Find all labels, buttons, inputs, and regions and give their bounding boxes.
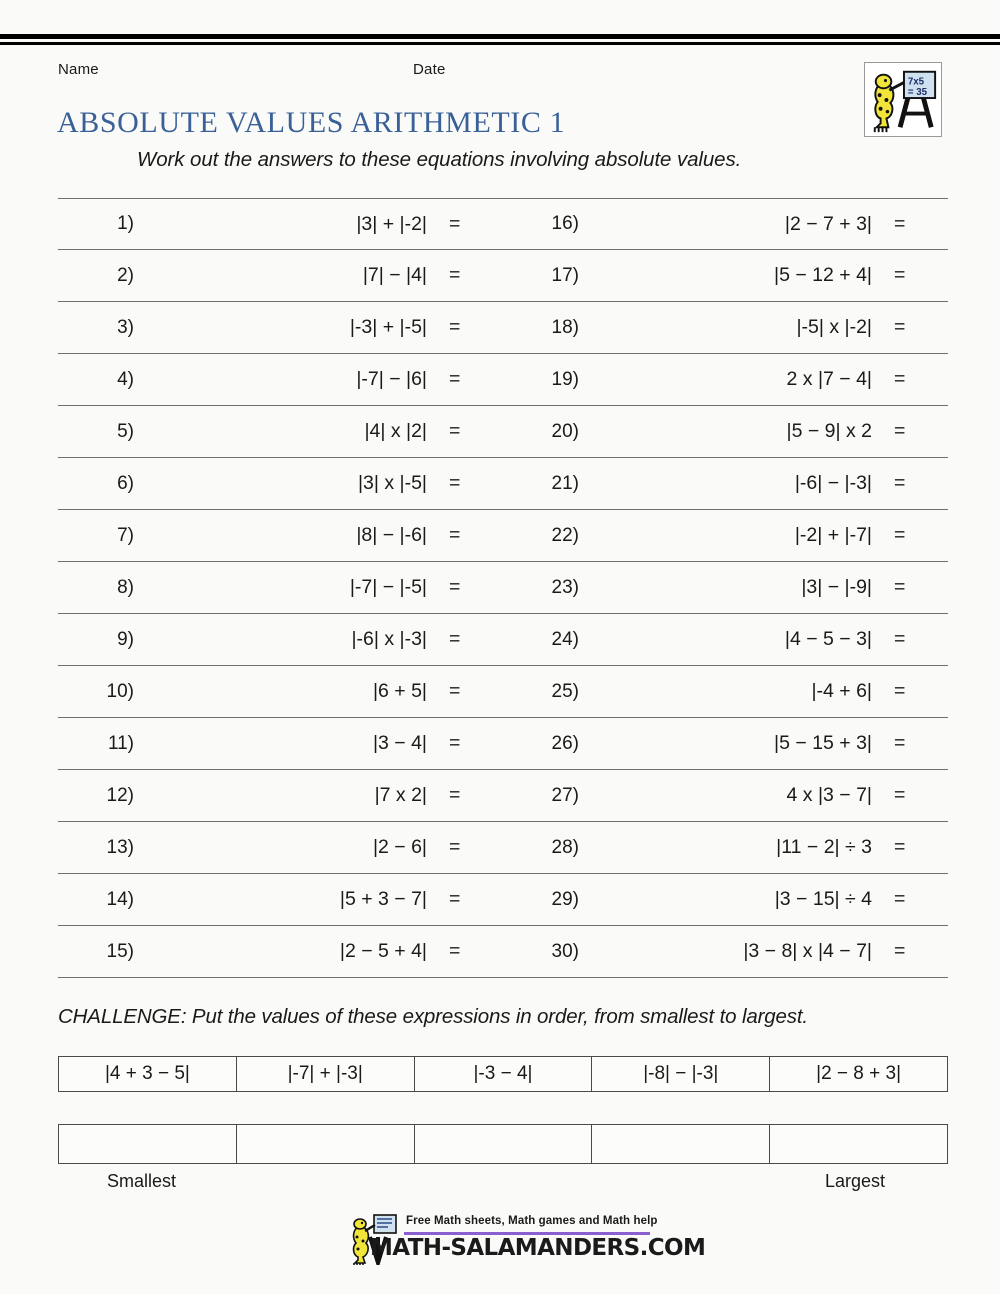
table-row	[58, 354, 948, 406]
problem-number: 15)	[106, 940, 134, 962]
table-row	[58, 406, 948, 458]
table-row	[58, 614, 948, 666]
problem-number: 29)	[551, 888, 579, 910]
problem-expression: |3 − 15| ÷ 4	[774, 888, 872, 910]
problem-number: 23)	[551, 576, 579, 598]
footer-site-name: MATH-SALAMANDERS.COM	[370, 1235, 706, 1261]
problem-expression: |-6| − |-3|	[794, 472, 872, 494]
answer-blank[interactable]: =	[894, 628, 906, 650]
problem-expression: |-7| − |6|	[356, 368, 427, 390]
answer-blank[interactable]: =	[449, 940, 461, 962]
challenge-answer-box[interactable]	[592, 1125, 770, 1163]
footer-logo	[348, 1213, 706, 1269]
answer-blank[interactable]: =	[449, 888, 461, 910]
problem-expression: |4| x |2|	[364, 420, 427, 442]
challenge-answer-box[interactable]	[59, 1125, 237, 1163]
problem-number: 10)	[106, 680, 134, 702]
problem-number: 24)	[551, 628, 579, 650]
problem-number: 2)	[117, 264, 134, 286]
answer-blank[interactable]: =	[894, 576, 906, 598]
answer-blank[interactable]: =	[449, 680, 461, 702]
problem-cell	[503, 562, 948, 613]
challenge-expressions-row	[58, 1056, 948, 1092]
challenge-expression: |-3 − 4|	[415, 1057, 593, 1091]
problem-cell	[503, 510, 948, 561]
problem-expression: |11 − 2| ÷ 3	[776, 836, 872, 858]
challenge-expression: |-7| + |-3|	[237, 1057, 415, 1091]
problem-expression: |6 + 5|	[372, 680, 427, 702]
problem-expression: |3 − 8| x |4 − 7|	[743, 940, 872, 962]
answer-blank[interactable]: =	[894, 368, 906, 390]
problem-expression: |5 − 9| x 2	[786, 420, 872, 442]
answer-blank[interactable]: =	[449, 264, 461, 286]
table-row	[58, 666, 948, 718]
table-row	[58, 458, 948, 510]
answer-blank[interactable]: =	[449, 836, 461, 858]
answer-blank[interactable]: =	[894, 680, 906, 702]
svg-text:7x5: 7x5	[907, 76, 925, 88]
date-label: Date	[413, 61, 446, 78]
problem-number: 7)	[117, 524, 134, 546]
table-row	[58, 302, 948, 354]
problem-number: 13)	[106, 836, 134, 858]
answer-blank[interactable]: =	[449, 732, 461, 754]
problem-number: 19)	[551, 368, 579, 390]
answer-blank[interactable]: =	[894, 524, 906, 546]
problem-expression: |-7| − |-5|	[349, 576, 427, 598]
footer-tagline: Free Math sheets, Math games and Math help	[406, 1215, 658, 1227]
problem-cell	[58, 770, 503, 821]
problem-number: 4)	[117, 368, 134, 390]
table-row	[58, 718, 948, 770]
problem-cell	[503, 822, 948, 873]
problem-cell	[58, 458, 503, 509]
problem-cell	[503, 354, 948, 405]
table-row	[58, 198, 948, 250]
problem-number: 6)	[117, 472, 134, 494]
problem-number: 1)	[117, 213, 134, 234]
problem-expression: |7 x 2|	[374, 784, 427, 806]
problem-expression: |2 − 5 + 4|	[339, 940, 427, 962]
problem-cell	[503, 770, 948, 821]
challenge-expression: |2 − 8 + 3|	[816, 1063, 902, 1084]
problem-cell	[503, 926, 948, 977]
answer-blank[interactable]: =	[894, 212, 906, 235]
problem-expression: |-4 + 6|	[811, 680, 872, 702]
answer-blank[interactable]: =	[449, 316, 461, 338]
table-row	[58, 822, 948, 874]
problem-number: 12)	[106, 784, 134, 806]
problem-expression: |-2| + |-7|	[794, 524, 872, 546]
problem-number: 30)	[551, 940, 579, 962]
problem-cell	[503, 302, 948, 353]
problem-expression: |5 − 15 + 3|	[774, 732, 872, 754]
problem-cell	[503, 406, 948, 457]
problem-number: 18)	[551, 316, 579, 338]
problem-cell	[503, 250, 948, 301]
problem-number: 22)	[551, 524, 579, 546]
math-salamanders-logo-icon	[864, 62, 942, 137]
problem-cell	[503, 458, 948, 509]
problem-expression: 4 x |3 − 7|	[786, 784, 872, 806]
answer-blank[interactable]: =	[449, 368, 461, 390]
problem-number: 27)	[551, 784, 579, 806]
challenge-answer-box[interactable]	[237, 1125, 415, 1163]
top-rule-thin	[0, 42, 1000, 45]
problem-number: 9)	[117, 628, 134, 650]
table-row	[58, 770, 948, 822]
challenge-answer-row	[58, 1124, 948, 1164]
answer-blank[interactable]: =	[894, 940, 906, 962]
answer-blank[interactable]: =	[449, 420, 461, 442]
problem-expression: |3| − |-9|	[801, 576, 872, 598]
challenge-instruction: CHALLENGE: Put the values of these expressions in order, from smallest to largest.	[58, 1005, 808, 1028]
problem-cell	[503, 874, 948, 925]
problem-cell	[503, 718, 948, 769]
problem-cell	[58, 199, 503, 249]
answer-blank[interactable]: =	[894, 784, 906, 806]
problem-cell	[58, 250, 503, 301]
problem-cell	[58, 614, 503, 665]
problem-number: 5)	[117, 420, 134, 442]
problem-cell	[58, 302, 503, 353]
problem-cell	[58, 822, 503, 873]
table-row	[58, 874, 948, 926]
problem-expression: |5 − 12 + 4|	[774, 264, 872, 286]
problem-number: 20)	[551, 420, 579, 442]
problem-number: 8)	[117, 576, 134, 598]
problem-number: 26)	[551, 732, 579, 754]
answer-blank[interactable]: =	[449, 784, 461, 806]
answer-blank[interactable]: =	[449, 576, 461, 598]
answer-blank[interactable]: =	[894, 264, 906, 286]
problem-expression: 2 x |7 − 4|	[786, 368, 872, 390]
name-label: Name	[58, 61, 99, 78]
page-subtitle: Work out the answers to these equations involving absolute values.	[137, 148, 742, 171]
answer-blank[interactable]: =	[449, 524, 461, 546]
table-row	[58, 250, 948, 302]
challenge-expression: |4 + 3 − 5|	[59, 1057, 237, 1091]
problem-cell	[58, 718, 503, 769]
smallest-label: Smallest	[107, 1171, 177, 1191]
problem-cell	[58, 926, 503, 977]
challenge-expression: |-8| − |-3|	[592, 1057, 770, 1091]
problem-expression: |2 − 7 + 3|	[784, 212, 872, 235]
problem-number: 21)	[551, 472, 579, 494]
problem-cell	[58, 666, 503, 717]
problem-expression: |5 + 3 − 7|	[339, 888, 427, 910]
answer-blank[interactable]: =	[894, 836, 906, 858]
table-row	[58, 510, 948, 562]
answer-blank[interactable]: =	[894, 732, 906, 754]
table-row	[58, 562, 948, 614]
problem-cell	[503, 614, 948, 665]
problem-number: 11)	[107, 732, 134, 754]
problem-expression: |-3| + |-5|	[349, 316, 427, 338]
problem-cell	[503, 666, 948, 717]
answer-blank[interactable]: =	[894, 888, 906, 910]
answer-blank[interactable]: =	[894, 316, 906, 338]
problem-number: 14)	[106, 888, 134, 910]
problem-cell	[503, 199, 948, 249]
problems-table	[58, 198, 948, 978]
top-border-rule	[0, 34, 1000, 45]
problem-cell	[58, 874, 503, 925]
problem-expression: |-5| x |-2|	[796, 316, 872, 338]
challenge-answer-box[interactable]	[415, 1125, 593, 1163]
problem-expression: |2 − 6|	[372, 836, 427, 858]
answer-blank[interactable]: =	[894, 472, 906, 494]
problem-number: 16)	[551, 213, 579, 234]
problem-expression: |4 − 5 − 3|	[784, 628, 872, 650]
challenge-answer-box[interactable]	[770, 1125, 947, 1163]
problem-expression: |3| + |-2|	[356, 212, 427, 235]
problem-expression: |7| − |4|	[362, 264, 427, 286]
problem-cell	[58, 510, 503, 561]
problem-expression: |-6| x |-3|	[351, 628, 427, 650]
page-title: ABSOLUTE VALUES ARITHMETIC 1	[57, 106, 566, 139]
problem-expression: |3| x |-5|	[357, 472, 427, 494]
salamander-board-icon	[865, 63, 941, 136]
problem-cell	[58, 562, 503, 613]
answer-blank[interactable]: =	[449, 212, 461, 235]
problem-expression: |3 − 4|	[372, 732, 427, 754]
problem-number: 17)	[551, 264, 579, 286]
answer-blank[interactable]: =	[449, 628, 461, 650]
problem-number: 3)	[117, 316, 134, 338]
problem-cell	[58, 354, 503, 405]
problem-expression: |8| − |-6|	[356, 524, 427, 546]
problem-number: 25)	[551, 680, 579, 702]
svg-text:= 35: = 35	[907, 87, 928, 99]
answer-blank[interactable]: =	[449, 472, 461, 494]
problem-cell	[58, 406, 503, 457]
largest-label: Largest	[825, 1171, 886, 1191]
problem-number: 28)	[551, 836, 579, 858]
answer-blank[interactable]: =	[894, 420, 906, 442]
table-row	[58, 926, 948, 978]
